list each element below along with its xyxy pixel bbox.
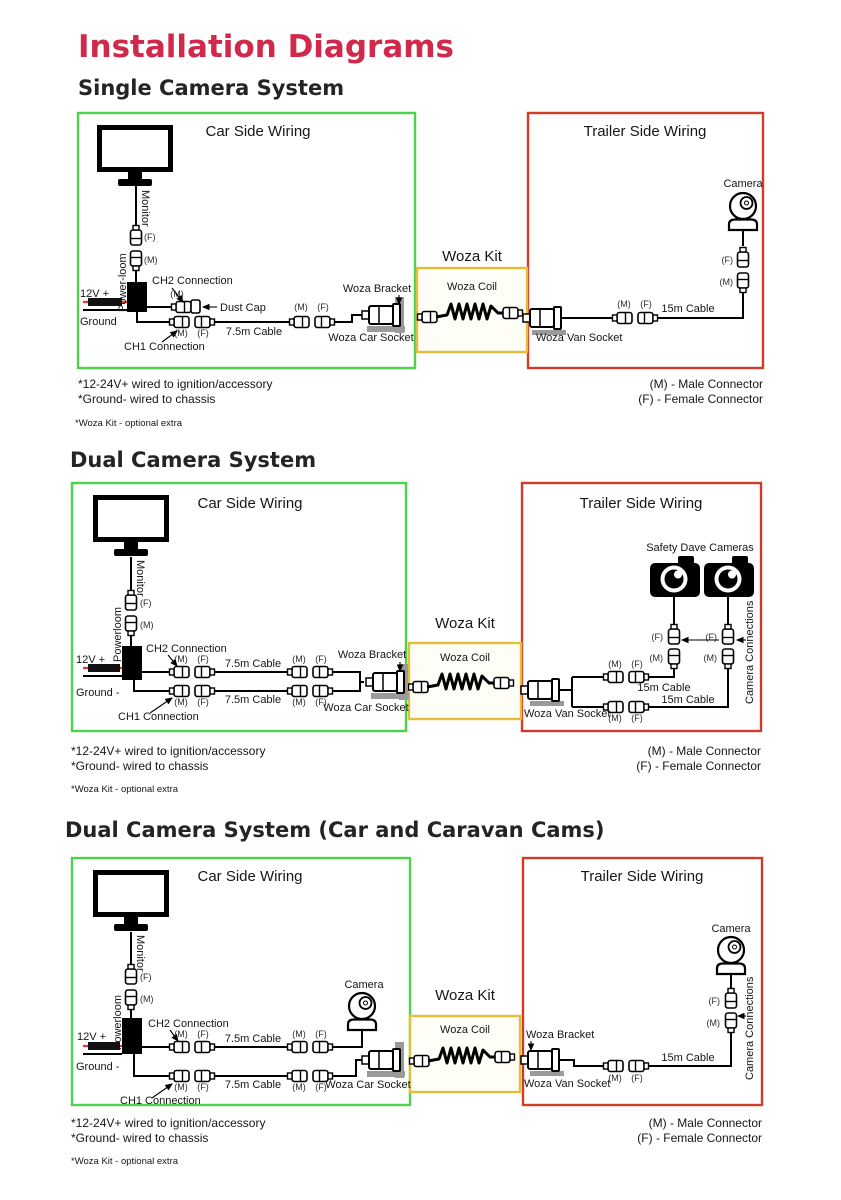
- male-label: (M): [719, 277, 733, 287]
- monitor-icon: [100, 128, 171, 187]
- female-label: (F): [317, 302, 329, 312]
- male-label: (M): [608, 713, 622, 723]
- male-label: (M): [608, 1073, 622, 1083]
- power-loom-box: [122, 1018, 142, 1054]
- ground-label: Ground -: [76, 1061, 120, 1073]
- male-connector-icon: [288, 1071, 308, 1082]
- power-loom-box: [127, 282, 147, 312]
- woza-van-socket-icon: [521, 1049, 559, 1071]
- male-label: (M): [174, 1082, 188, 1092]
- camera-label: Camera: [711, 923, 751, 935]
- car-side-title: Car Side Wiring: [197, 495, 303, 512]
- legend-male: (M) - Male Connector: [648, 1116, 762, 1130]
- car-side-title: Car Side Wiring: [205, 123, 311, 140]
- dust-cap-icon: [191, 300, 200, 313]
- male-label: (M): [703, 653, 717, 663]
- female-label: (F): [631, 659, 643, 669]
- female-label: (F): [197, 654, 209, 664]
- monitor-icon: [96, 873, 167, 932]
- camera-icon: [729, 193, 757, 230]
- male-connector-icon: [288, 686, 308, 697]
- cable-75-label: 7.5m Cable: [225, 326, 283, 338]
- male-label: (M): [174, 328, 188, 338]
- male-label: (M): [174, 1029, 188, 1039]
- power-loom-label: Power-loom: [117, 253, 129, 312]
- woza-bracket-label: Woza Bracket: [342, 283, 412, 295]
- section-1-heading: Single Camera System: [78, 76, 345, 100]
- dust-cap-label: Dust Cap: [220, 302, 266, 314]
- female-connector-icon: [131, 226, 142, 246]
- cable-75-label: 7.5m Cable: [224, 1033, 282, 1045]
- female-label: (F): [315, 654, 327, 664]
- female-label: (F): [651, 632, 663, 642]
- footnote-power: *12-24V+ wired to ignition/accessory: [71, 1116, 266, 1130]
- monitor-icon: [96, 498, 167, 557]
- male-label: (M): [617, 299, 631, 309]
- woza-car-socket-label: Woza Car Socket: [325, 1079, 411, 1091]
- power-loom-label: Powerloom: [112, 994, 124, 1050]
- female-label: (F): [631, 713, 643, 723]
- ch1-connection-label: CH1 Connection: [124, 341, 205, 353]
- male-label: (M): [140, 620, 154, 630]
- cable-75-label: 7.5m Cable: [224, 694, 282, 706]
- monitor-label: Monitor: [139, 190, 151, 227]
- female-connector-icon: [738, 248, 749, 268]
- 12v-label: 12V +: [80, 288, 110, 300]
- safety-dave-camera-icon: [650, 556, 700, 597]
- woza-van-socket-label: Woza Van Socket: [536, 332, 623, 344]
- woza-bracket-label: Woza Bracket: [526, 1029, 595, 1041]
- dual-camera-car-caravan-diagram: [71, 858, 762, 1167]
- camera-connections-label: Camera Connections: [744, 600, 756, 704]
- camera-label: Camera: [344, 979, 384, 991]
- female-label: (F): [315, 697, 327, 707]
- male-connector-icon: [170, 667, 190, 678]
- female-connector-icon: [726, 989, 737, 1009]
- section-2-heading: Dual Camera System: [70, 448, 317, 472]
- monitor-label: Monitor: [134, 935, 146, 972]
- male-connector-icon: [669, 649, 680, 669]
- cable-15-label: 15m Cable: [661, 303, 715, 315]
- footnote-ground: *Ground- wired to chassis: [78, 392, 216, 406]
- male-label: (M): [294, 302, 308, 312]
- male-label: (M): [140, 994, 154, 1004]
- footnote-ground: *Ground- wired to chassis: [71, 1131, 209, 1145]
- woza-car-socket-icon: [366, 671, 404, 693]
- male-connector-icon: [604, 672, 624, 683]
- female-connector-icon: [195, 667, 215, 678]
- footnote-woza: *Woza Kit - optional extra: [71, 784, 179, 795]
- female-connector-icon: [669, 625, 680, 645]
- legend-female: (F) - Female Connector: [638, 392, 763, 406]
- female-label: (F): [705, 632, 717, 642]
- page-title: Installation Diagrams: [78, 29, 454, 65]
- ch2-male-connector-icon: [172, 302, 192, 313]
- car-side-title: Car Side Wiring: [197, 868, 303, 885]
- male-connector-icon: [723, 649, 734, 669]
- woza-coil-label: Woza Coil: [440, 652, 490, 664]
- ch1-female-connector-icon: [195, 317, 215, 328]
- male-label: (M): [649, 653, 663, 663]
- male-connector-icon: [290, 317, 310, 328]
- male-label: (M): [292, 1082, 306, 1092]
- cable-75-label: 7.5m Cable: [224, 658, 282, 670]
- ground-label: Ground -: [76, 687, 120, 699]
- camera-label: Camera: [723, 178, 763, 190]
- ch2-connection-label: CH2 Connection: [148, 1018, 229, 1030]
- monitor-label: Monitor: [134, 560, 146, 597]
- single-camera-diagram: [75, 113, 763, 429]
- 12v-label: 12V +: [76, 654, 106, 666]
- woza-kit-label: Woza Kit: [435, 987, 495, 1004]
- female-label: (F): [197, 1082, 209, 1092]
- safety-dave-cameras-label: Safety Dave Cameras: [646, 542, 754, 554]
- woza-coil-label: Woza Coil: [440, 1024, 490, 1036]
- male-connector-icon: [126, 616, 137, 636]
- woza-coil-label: Woza Coil: [447, 281, 497, 293]
- footnote-ground: *Ground- wired to chassis: [71, 759, 209, 773]
- ch1-connection-label: CH1 Connection: [120, 1095, 201, 1107]
- female-label: (F): [197, 697, 209, 707]
- woza-car-socket-icon: [362, 1049, 400, 1071]
- female-connector-icon: [629, 672, 649, 683]
- power-loom-label: Powerloom: [112, 606, 124, 662]
- female-label: (F): [140, 598, 152, 608]
- male-label: (M): [292, 1029, 306, 1039]
- trailer-side-box: [528, 113, 763, 368]
- section-3-heading: Dual Camera System (Car and Caravan Cams): [65, 818, 605, 842]
- male-label: (M): [174, 697, 188, 707]
- trailer-side-title: Trailer Side Wiring: [580, 868, 704, 885]
- woza-car-socket-label: Woza Car Socket: [328, 332, 414, 344]
- female-label: (F): [721, 255, 733, 265]
- female-label: (F): [708, 996, 720, 1006]
- trailer-side-title: Trailer Side Wiring: [583, 123, 707, 140]
- camera-icon: [717, 937, 745, 974]
- cable-15-label: 15m Cable: [661, 694, 715, 706]
- female-connector-icon: [195, 1071, 215, 1082]
- woza-kit-label: Woza Kit: [435, 615, 495, 632]
- woza-car-socket-label: Woza Car Socket: [323, 702, 409, 714]
- ch1-connection-label: CH1 Connection: [118, 711, 199, 723]
- female-connector-icon: [315, 317, 335, 328]
- dual-camera-diagram: [71, 483, 761, 795]
- male-connector-icon: [126, 990, 137, 1010]
- male-label: (M): [170, 289, 184, 299]
- legend-female: (F) - Female Connector: [637, 1131, 762, 1145]
- female-label: (F): [315, 1029, 327, 1039]
- female-connector-icon: [313, 686, 333, 697]
- female-connector-icon: [195, 1042, 215, 1053]
- 12v-label: 12V +: [77, 1031, 107, 1043]
- ch2-connection-label: CH2 Connection: [152, 275, 233, 287]
- female-connector-icon: [195, 686, 215, 697]
- female-connector-icon: [723, 625, 734, 645]
- male-label: (M): [608, 659, 622, 669]
- male-label: (M): [292, 654, 306, 664]
- camera-connections-label: Camera Connections: [744, 976, 756, 1080]
- female-connector-icon: [638, 313, 658, 324]
- male-connector-icon: [613, 313, 633, 324]
- ground-label: Ground: [80, 316, 117, 328]
- male-connector-icon: [170, 686, 190, 697]
- female-connector-icon: [629, 702, 649, 713]
- male-connector-icon: [738, 273, 749, 293]
- legend-female: (F) - Female Connector: [636, 759, 761, 773]
- safety-dave-camera-icon: [704, 556, 754, 597]
- male-label: (M): [144, 255, 158, 265]
- male-connector-icon: [170, 1071, 190, 1082]
- male-connector-icon: [288, 667, 308, 678]
- ch2-connection-label: CH2 Connection: [146, 643, 227, 655]
- male-connector-icon: [170, 1042, 190, 1053]
- legend-male: (M) - Male Connector: [647, 744, 761, 758]
- woza-bracket-label: Woza Bracket: [337, 649, 407, 661]
- male-label: (M): [174, 654, 188, 664]
- legend-male: (M) - Male Connector: [649, 377, 763, 391]
- footnote-woza: *Woza Kit - optional extra: [75, 418, 183, 429]
- footnote-woza: *Woza Kit - optional extra: [71, 1156, 179, 1167]
- footnote-power: *12-24V+ wired to ignition/accessory: [78, 377, 273, 391]
- woza-van-socket-icon: [521, 679, 559, 701]
- female-connector-icon: [313, 667, 333, 678]
- female-connector-icon: [629, 1061, 649, 1072]
- footnote-power: *12-24V+ wired to ignition/accessory: [71, 744, 266, 758]
- woza-van-socket-label: Woza Van Socket: [524, 708, 611, 720]
- trailer-wiring-path: [561, 230, 743, 318]
- female-label: (F): [197, 1029, 209, 1039]
- cable-75-label: 7.5m Cable: [224, 1079, 282, 1091]
- male-label: (M): [292, 697, 306, 707]
- male-connector-icon: [288, 1042, 308, 1053]
- female-label: (F): [640, 299, 652, 309]
- camera-icon: [348, 993, 376, 1030]
- male-connector-icon: [131, 251, 142, 271]
- female-label: (F): [315, 1082, 327, 1092]
- woza-kit-label: Woza Kit: [442, 248, 502, 265]
- trailer-side-title: Trailer Side Wiring: [579, 495, 703, 512]
- power-loom-box: [122, 646, 142, 680]
- female-connector-icon: [313, 1042, 333, 1053]
- male-connector-icon: [604, 1061, 624, 1072]
- woza-car-socket-icon: [362, 304, 400, 326]
- male-label: (M): [706, 1018, 720, 1028]
- car-wiring-path: [131, 932, 362, 1076]
- cable-15-label: 15m Cable: [637, 682, 691, 694]
- female-label: (F): [631, 1073, 643, 1083]
- woza-van-socket-label: Woza Van Socket: [524, 1078, 611, 1090]
- male-connector-icon: [726, 1013, 737, 1033]
- ch1-male-connector-icon: [170, 317, 190, 328]
- female-label: (F): [140, 972, 152, 982]
- cable-15-label: 15m Cable: [661, 1052, 715, 1064]
- female-label: (F): [197, 328, 209, 338]
- female-label: (F): [144, 232, 156, 242]
